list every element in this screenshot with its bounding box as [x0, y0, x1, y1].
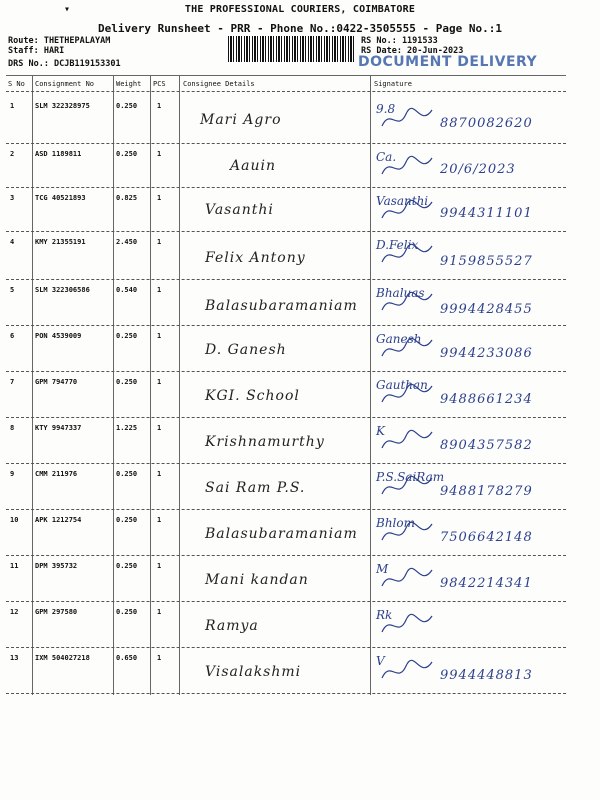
signature-scribble: [380, 104, 440, 134]
row-phone: 20/6/2023: [440, 162, 516, 177]
staff-label: Staff: HARI: [8, 46, 65, 56]
row-phone: 9944448813: [440, 668, 533, 683]
row-pcs: 1: [157, 286, 162, 294]
table-row: [0, 280, 600, 326]
row-consignee: D. Ganesh: [205, 342, 287, 358]
row-sno: 11: [10, 562, 19, 570]
row-consignee: Aauin: [230, 158, 276, 174]
row-signature: Ganesh: [376, 332, 422, 346]
col-header-consignee: Consignee Details: [183, 80, 255, 88]
table-row: [0, 556, 600, 602]
signature-scribble: [380, 288, 440, 318]
row-pcs: 1: [157, 562, 162, 570]
signature-scribble: [380, 564, 440, 594]
row-phone: 9994428455: [440, 302, 533, 317]
row-signature: Gauthan: [376, 378, 428, 392]
row-weight: 0.250: [116, 102, 138, 110]
row-sno: 12: [10, 608, 19, 616]
row-pcs: 1: [157, 238, 162, 246]
table-row: [0, 418, 600, 464]
row-consignment-no: KTY 9947337: [35, 424, 82, 432]
row-pcs: 1: [157, 150, 162, 158]
row-sno: 3: [10, 194, 15, 202]
table-row: [0, 96, 600, 144]
table-row: [0, 648, 600, 694]
table-row: [0, 602, 600, 648]
row-consignment-no: IXM 504027218: [35, 654, 90, 662]
row-sno: 6: [10, 332, 15, 340]
row-consignment-no: GPM 794770: [35, 378, 78, 386]
signature-scribble: [380, 196, 440, 226]
row-signature: Ca.: [376, 150, 397, 164]
barcode: [228, 36, 354, 62]
table-row: [0, 326, 600, 372]
row-divider: [6, 693, 566, 694]
rs-number: RS No.: 1191533: [361, 36, 438, 46]
route-label: Route: THETHEPALAYAM: [8, 36, 111, 46]
row-consignment-no: TCG 40521893: [35, 194, 86, 202]
row-consignee: Ramya: [205, 618, 259, 634]
row-pcs: 1: [157, 102, 162, 110]
col-header-weight: Weight: [116, 80, 142, 88]
row-consignee: Felix Antony: [205, 250, 306, 266]
row-sno: 10: [10, 516, 19, 524]
row-pcs: 1: [157, 470, 162, 478]
row-consignment-no: APK 1212754: [35, 516, 82, 524]
row-consignment-no: DPM 395732: [35, 562, 78, 570]
row-sno: 13: [10, 654, 19, 662]
signature-scribble: [380, 610, 440, 640]
row-phone: 9488661234: [440, 392, 533, 407]
row-sno: 8: [10, 424, 15, 432]
table-row: [0, 464, 600, 510]
row-sno: 4: [10, 238, 15, 246]
row-phone: 9842214341: [440, 576, 533, 591]
row-signature: Rk: [376, 608, 393, 622]
row-phone: 9159855527: [440, 254, 533, 269]
row-sno: 7: [10, 378, 15, 386]
row-weight: 0.250: [116, 608, 138, 616]
table-row: [0, 510, 600, 556]
rs-date: RS Date: 20-Jun-2023: [361, 46, 464, 56]
row-weight: 0.250: [116, 516, 138, 524]
row-weight: 0.650: [116, 654, 138, 662]
signature-scribble: [380, 152, 440, 182]
row-phone: 9488178279: [440, 484, 533, 499]
row-consignment-no: KMY 21355191: [35, 238, 86, 246]
document-delivery-stamp: DOCUMENT DELIVERY: [358, 54, 538, 70]
row-signature: Vasanthi: [376, 194, 429, 208]
header-underline: [6, 91, 566, 92]
row-sno: 2: [10, 150, 15, 158]
row-phone: 8904357582: [440, 438, 533, 453]
table-row: [0, 188, 600, 232]
row-weight: 0.250: [116, 332, 138, 340]
row-consignee: Balasubaramaniam: [205, 526, 358, 542]
row-consignee: Sai Ram P.S.: [205, 480, 306, 496]
drs-number: DRS No.: DCJB119153301: [8, 59, 121, 69]
col-header-pcs: PCS: [153, 80, 166, 88]
row-weight: 0.250: [116, 470, 138, 478]
document-title: THE PROFESSIONAL COURIERS, COIMBATORE: [184, 4, 416, 15]
col-header-signature: Signature: [374, 80, 412, 88]
runsheet-subtitle: Delivery Runsheet - PRR - Phone No.:0422-3505555 - Page No.:1: [98, 22, 502, 35]
signature-scribble: [380, 240, 440, 270]
row-weight: 0.825: [116, 194, 138, 202]
row-pcs: 1: [157, 654, 162, 662]
row-signature: Bhlom: [376, 516, 415, 530]
row-consignee: Krishnamurthy: [205, 434, 325, 450]
signature-scribble: [380, 426, 440, 456]
row-pcs: 1: [157, 516, 162, 524]
table-row: [0, 144, 600, 188]
row-weight: 0.250: [116, 150, 138, 158]
row-consignee: Balasubaramaniam: [205, 298, 358, 314]
row-weight: 0.250: [116, 562, 138, 570]
row-signature: P.S.SaiRam: [376, 470, 445, 484]
row-consignee: Visalakshmi: [205, 664, 302, 680]
row-signature: Bhaluas: [376, 286, 425, 300]
row-phone: 9944311101: [440, 206, 533, 221]
row-consignment-no: GPM 297580: [35, 608, 78, 616]
row-pcs: 1: [157, 332, 162, 340]
row-weight: 0.540: [116, 286, 138, 294]
corner-mark: ▾: [64, 4, 71, 15]
row-sno: 9: [10, 470, 15, 478]
col-header-consignment: Consignment No: [35, 80, 95, 88]
row-weight: 2.450: [116, 238, 138, 246]
row-consignee: Mani kandan: [205, 572, 309, 588]
signature-scribble: [380, 334, 440, 364]
row-sno: 5: [10, 286, 15, 294]
signature-scribble: [380, 518, 440, 548]
row-pcs: 1: [157, 194, 162, 202]
row-sno: 1: [10, 102, 15, 110]
row-pcs: 1: [157, 378, 162, 386]
table-top-border: [6, 75, 566, 76]
col-header-sno: S No: [8, 80, 25, 88]
table-row: [0, 372, 600, 418]
row-consignee: Vasanthi: [205, 202, 274, 218]
row-weight: 0.250: [116, 378, 138, 386]
row-consignment-no: ASD 1189811: [35, 150, 82, 158]
row-consignee: KGI. School: [205, 388, 300, 404]
row-consignment-no: PON 4539009: [35, 332, 82, 340]
row-consignment-no: CMM 211976: [35, 470, 78, 478]
row-signature: M: [376, 562, 389, 576]
row-signature: D.Felix: [376, 238, 419, 252]
row-signature: V: [376, 654, 385, 668]
row-phone: 9944233086: [440, 346, 533, 361]
row-phone: 8870082620: [440, 116, 533, 131]
row-pcs: 1: [157, 424, 162, 432]
row-phone: 7506642148: [440, 530, 533, 545]
signature-scribble: [380, 656, 440, 686]
row-signature: K: [376, 424, 385, 438]
table-row: [0, 232, 600, 280]
row-consignee: Mari Agro: [200, 112, 282, 128]
row-weight: 1.225: [116, 424, 138, 432]
signature-scribble: [380, 380, 440, 410]
row-consignment-no: SLM 322328975: [35, 102, 90, 110]
signature-scribble: [380, 472, 440, 502]
row-consignment-no: SLM 322306586: [35, 286, 90, 294]
row-pcs: 1: [157, 608, 162, 616]
row-signature: 9.8: [376, 102, 396, 116]
